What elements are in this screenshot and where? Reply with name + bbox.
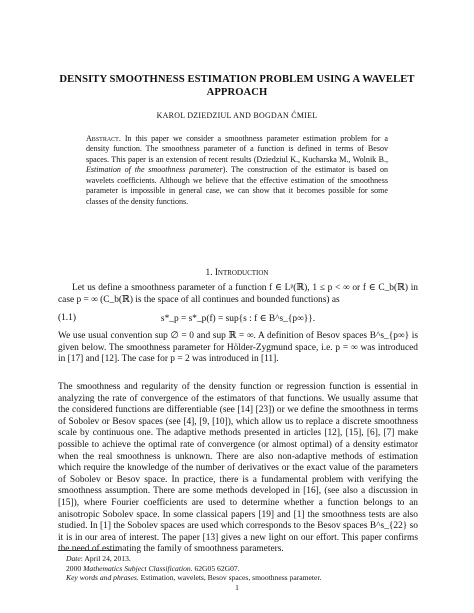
footnote-msc: [58, 564, 418, 574]
footnote-date: [58, 554, 418, 564]
footnote-keywords-label: Key words and phrases.: [66, 573, 139, 583]
intro-paragraph-2: We use usual convention sup ∅ = 0 and sup ℝ = ∞. A definition of Besov spaces B^s_{p∞} is given below. The smoothness parameter for Hölder-Zygmund space, i.e. p = ∞ was introduced in [17] and [12]. The case for p = 2 was introduced in [11].: [58, 331, 418, 365]
intro-paragraph-1: Let us define a smoothness parameter of a function f ∈ Lᵖ(ℝ), 1 ≤ p < ∞ or f ∈ C_b(ℝ) in case p = ∞ (C_b(ℝ) is the space of all continues and bounded functions) as: [58, 283, 418, 305]
abstract: [86, 134, 388, 207]
footnote-msc-prefix: 2000: [66, 563, 84, 573]
footnote-keywords: [58, 573, 418, 583]
equation-body: s*_p = s*_p(f) = sup{s : f ∈ B^s_{p∞}}.: [160, 314, 316, 324]
footnote-date-value: : April 24, 2013.: [80, 554, 131, 563]
footnote-msc-value: 62G05 62G07.: [192, 563, 240, 573]
page-number: 1: [235, 583, 239, 592]
abstract-text-1: In this paper we consider a smoothness parameter estimation problem for a density function. The smoothness parameter of a function is defined in terms of Besov spaces. This paper is an extension of recent results (Dziedziul K., Kucharska M., Wolnik B.,: [86, 134, 388, 164]
abstract-cited-title: Estimation of the smoothness parameter: [86, 165, 223, 175]
paper-title: DENSITY SMOOTHNESS ESTIMATION PROBLEM USING A WAVELET APPROACH: [59, 74, 415, 98]
intro-paragraph-3: The smoothness and regularity of the density function or regression function is essential in analyzing the rate of convergence of the estimators of that functions. We usually assume that the considered functions are differentiable (see [14] [23]) or we define the smoothness in terms of Sobolev or Besov spaces (see [4], [9, [10]), which allow us to replace a discrete smoothness scale by continuous one. The adaptive methods presented in articles [12], [15], [6], [7] make possible to achieve the optimal rate of convergence (or almost optimal) of a density estimator when the real smoothness is unknown. There are also non-adaptive methods of estimation which require the knowledge of the number of derivatives or the exact value of the parameters of Sobolev or Besov space. In practice, there is a fundamental problem with verifying the smoothness assumption. There are some methods developed in [16], (see also a discussion in [15]), where Fourier coefficients are used to determine whether a function belongs to an anisotropic Sobolev space. In some classical papers [19] and [1] the smoothness tests are also studied. In [1] the Sobolev spaces are used which corresponds to the Besov spaces B^s_{22} so it is in our area of interest. The paper [13] gives a new light on our effort. This paper confirms the need of estimating the family of smoothness parameters.: [58, 382, 418, 555]
abstract-heading: Abstract.: [86, 134, 121, 143]
paper-authors: KAROL DZIEDZIUL AND BOGDAN ĆMIEL: [156, 111, 318, 120]
footnote-keywords-value: Estimation, wavelets, Besov spaces, smoothness parameter.: [138, 573, 322, 583]
footnote-divider: [58, 550, 118, 551]
footnote-msc-label: Mathematics Subject Classification.: [83, 563, 193, 573]
equation-number: (1.1): [58, 313, 76, 323]
section-title: Introduction: [214, 268, 269, 278]
section-heading: [40, 268, 434, 278]
equation-1-1: [58, 313, 418, 327]
section-number: 1.: [205, 268, 213, 278]
footnote-date-label: Date: [66, 554, 81, 563]
abstract-text-2: ). The construction of the estimator is based on wavelets coefficients. Although we believe that the effective estimation of the smoothness parameter is impossible in general case, we can show that it becomes possible for some classes of the density functions.: [86, 165, 388, 206]
footnotes: [58, 554, 418, 583]
